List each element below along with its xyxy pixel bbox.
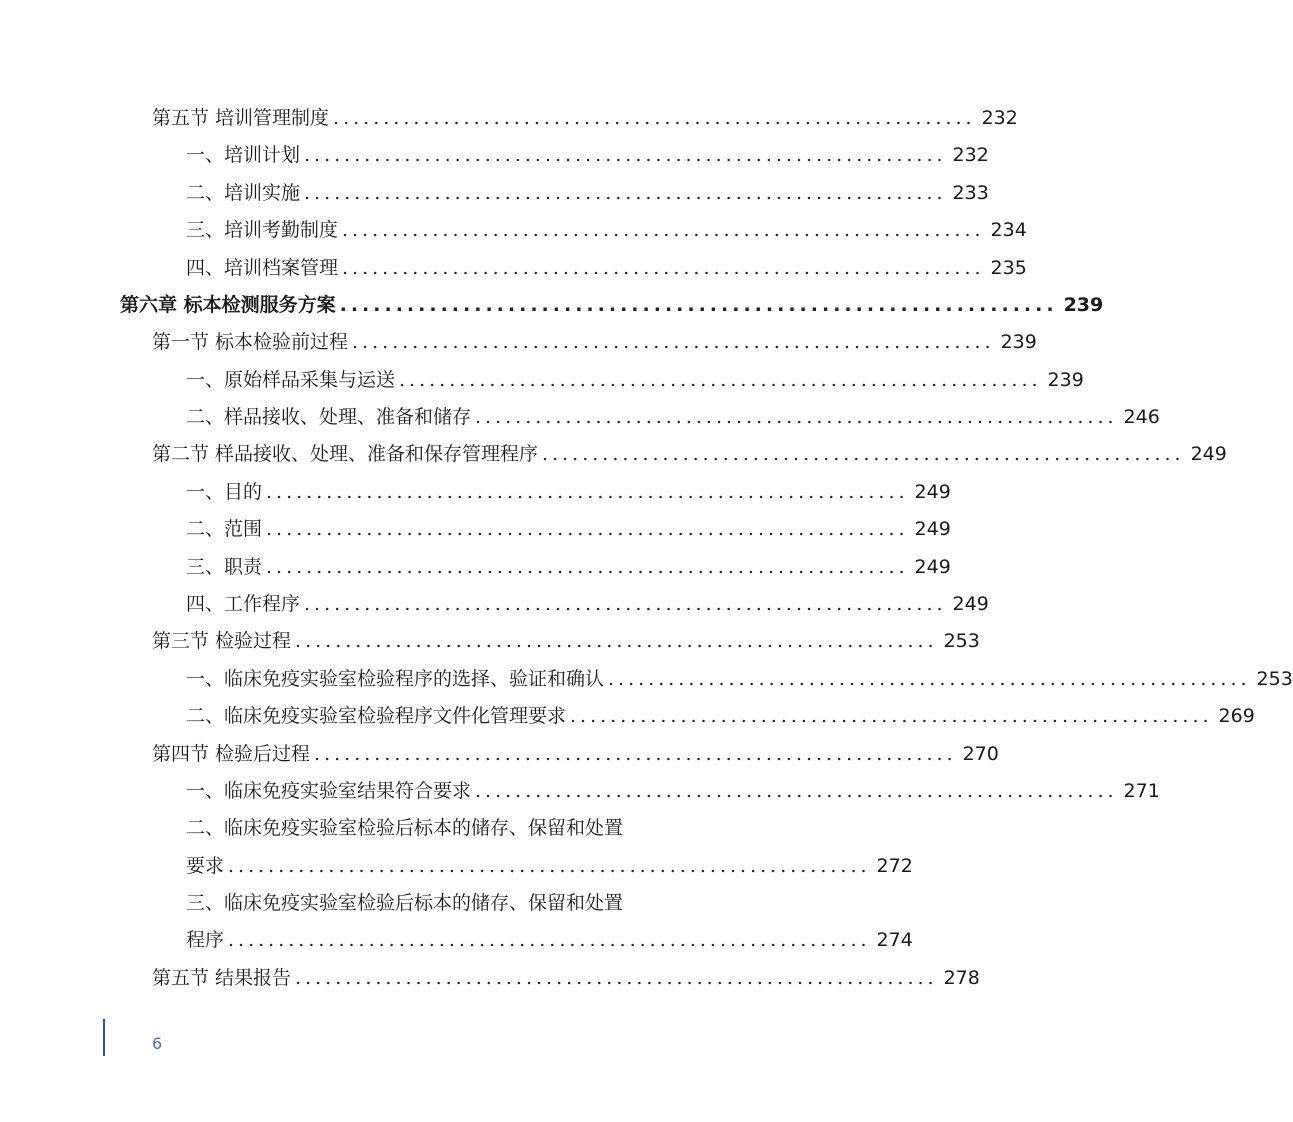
toc-chapter-entry[interactable] bbox=[120, 291, 1104, 319]
toc-entry[interactable] bbox=[186, 702, 1255, 730]
dot-leader: ................................................................ bbox=[608, 668, 1251, 690]
footer-accent-bar bbox=[103, 1019, 105, 1056]
toc-entry-title: 四、培训档案管理 bbox=[186, 257, 339, 279]
toc-entry-title: 一、培训计划 bbox=[186, 144, 301, 166]
toc-entry-page: 239 bbox=[1047, 369, 1084, 391]
toc-entry-page: 235 bbox=[990, 257, 1027, 279]
toc-entry[interactable] bbox=[152, 627, 980, 655]
dot-leader: ................................................................ bbox=[352, 331, 995, 353]
dot-leader: ................................................................ bbox=[266, 518, 909, 540]
toc-entry-title-line[interactable]: 三、临床免疫实验室检验后标本的储存、保留和处置 bbox=[186, 892, 624, 914]
toc-entry-page: 249 bbox=[952, 593, 989, 615]
toc-entry[interactable] bbox=[152, 964, 980, 992]
toc-entry[interactable] bbox=[152, 440, 1227, 468]
toc-entry-page: 249 bbox=[914, 481, 951, 503]
toc-entry[interactable] bbox=[186, 852, 913, 880]
toc-entry-page: 239 bbox=[1000, 331, 1037, 353]
dot-leader: ................................................................ bbox=[228, 929, 871, 951]
toc-entry[interactable] bbox=[186, 403, 1160, 431]
toc-entry-page: 271 bbox=[1123, 780, 1160, 802]
dot-leader: ................................................................ bbox=[266, 556, 909, 578]
toc-entry-page: 278 bbox=[943, 967, 980, 989]
toc-entry-page: 269 bbox=[1218, 705, 1255, 727]
toc-entry-page: 270 bbox=[962, 743, 999, 765]
toc-entry-title: 三、培训考勤制度 bbox=[186, 219, 339, 241]
toc-entry[interactable] bbox=[186, 141, 989, 169]
toc-entry-title: 一、原始样品采集与运送 bbox=[186, 369, 396, 391]
toc-entry[interactable] bbox=[186, 665, 1293, 693]
dot-leader: ................................................................ bbox=[399, 369, 1042, 391]
toc-entry-page: 232 bbox=[981, 107, 1018, 129]
dot-leader: ................................................................ bbox=[304, 593, 947, 615]
dot-leader: ................................................................ bbox=[228, 855, 871, 877]
dot-leader: ................................................................ bbox=[475, 780, 1118, 802]
toc-entry-page: 239 bbox=[1063, 294, 1104, 316]
toc-entry-page: 253 bbox=[1256, 668, 1293, 690]
toc-entry-title: 一、临床免疫实验室结果符合要求 bbox=[186, 780, 472, 802]
toc-entry-page: 249 bbox=[914, 556, 951, 578]
toc-entry[interactable] bbox=[186, 590, 989, 618]
toc-entry[interactable] bbox=[186, 553, 951, 581]
toc-entry-title: 第五节 结果报告 bbox=[152, 967, 292, 989]
toc-entry-title: 二、临床免疫实验室检验程序文件化管理要求 bbox=[186, 705, 567, 727]
toc-entry-title: 程序 bbox=[186, 929, 225, 951]
toc-entry[interactable] bbox=[186, 515, 951, 543]
toc-entry-page: 272 bbox=[876, 855, 913, 877]
toc-entry-title: 第一节 标本检验前过程 bbox=[152, 331, 349, 353]
dot-leader: ................................................................ bbox=[304, 182, 947, 204]
toc-entry[interactable] bbox=[186, 366, 1084, 394]
dot-leader: ................................................................ bbox=[342, 219, 985, 241]
toc-entry-page: 234 bbox=[990, 219, 1027, 241]
toc-entry[interactable] bbox=[186, 179, 989, 207]
toc-entry[interactable] bbox=[152, 740, 999, 768]
dot-leader: ................................................................ bbox=[314, 743, 957, 765]
footer-page-number: 6 bbox=[152, 1034, 163, 1053]
toc-entry-title: 一、目的 bbox=[186, 481, 263, 503]
toc-entry-page: 233 bbox=[952, 182, 989, 204]
toc-entry-title: 第四节 检验后过程 bbox=[152, 743, 311, 765]
toc-entry-page: 246 bbox=[1123, 406, 1160, 428]
toc-entry[interactable] bbox=[186, 478, 951, 506]
toc-entry-title: 二、培训实施 bbox=[186, 182, 301, 204]
toc-entry-title: 一、临床免疫实验室检验程序的选择、验证和确认 bbox=[186, 668, 605, 690]
dot-leader: ................................................................ bbox=[304, 144, 947, 166]
dot-leader: ................................................................ bbox=[333, 107, 976, 129]
toc-entry-title: 第六章 标本检测服务方案 bbox=[120, 294, 336, 316]
dot-leader: ................................................................ bbox=[295, 630, 938, 652]
toc-entry[interactable] bbox=[152, 328, 1037, 356]
toc-entry[interactable] bbox=[186, 777, 1160, 805]
dot-leader: ................................................................ bbox=[266, 481, 909, 503]
toc-entry-title: 第二节 样品接收、处理、准备和保存管理程序 bbox=[152, 443, 539, 465]
dot-leader: ................................................................ bbox=[475, 406, 1118, 428]
toc-entry-page: 274 bbox=[876, 929, 913, 951]
toc-entry-title: 要求 bbox=[186, 855, 225, 877]
toc-entry[interactable] bbox=[186, 926, 913, 954]
dot-leader: ................................................................ bbox=[339, 294, 1058, 316]
toc-entry-page: 232 bbox=[952, 144, 989, 166]
toc-entry-page: 253 bbox=[943, 630, 980, 652]
toc-entry[interactable] bbox=[186, 216, 1027, 244]
dot-leader: ................................................................ bbox=[542, 443, 1185, 465]
dot-leader: ................................................................ bbox=[342, 257, 985, 279]
toc-entry-title: 二、范围 bbox=[186, 518, 263, 540]
toc-entry-title-line[interactable]: 二、临床免疫实验室检验后标本的储存、保留和处置 bbox=[186, 817, 624, 839]
toc-entry-title: 第三节 检验过程 bbox=[152, 630, 292, 652]
toc-entry-page: 249 bbox=[1190, 443, 1227, 465]
toc-entry-title: 第五节 培训管理制度 bbox=[152, 107, 330, 129]
dot-leader: ................................................................ bbox=[570, 705, 1213, 727]
toc-entry-page: 249 bbox=[914, 518, 951, 540]
toc-entry[interactable] bbox=[186, 254, 1027, 282]
toc-entry-title: 二、样品接收、处理、准备和储存 bbox=[186, 406, 472, 428]
toc-entry-title: 四、工作程序 bbox=[186, 593, 301, 615]
toc-entry-title: 三、职责 bbox=[186, 556, 263, 578]
dot-leader: ................................................................ bbox=[295, 967, 938, 989]
toc-entry[interactable] bbox=[152, 104, 1018, 132]
